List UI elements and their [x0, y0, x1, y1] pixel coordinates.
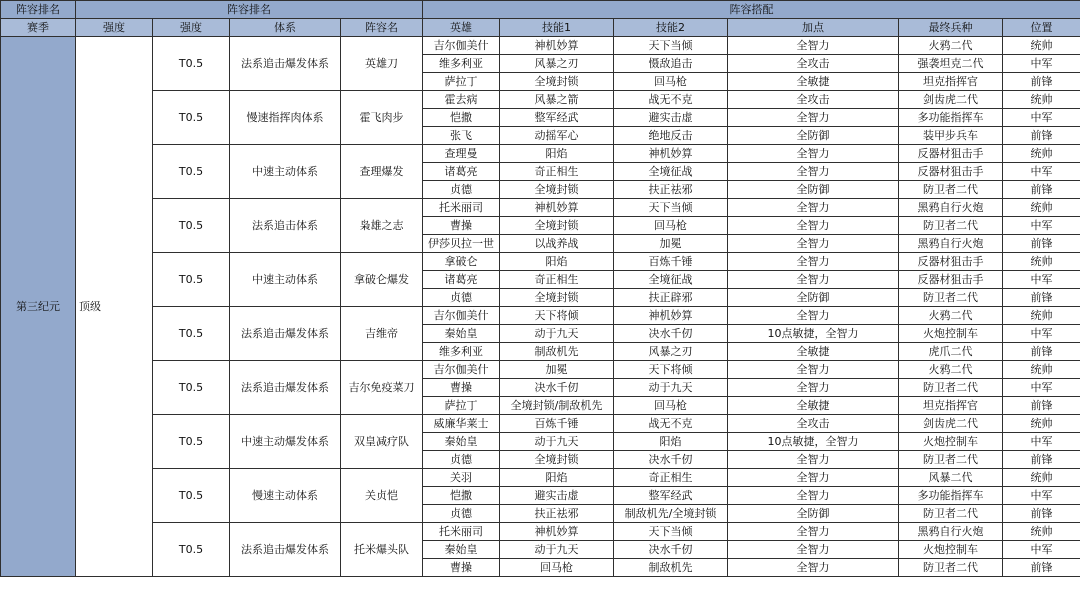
hero-skill2: 奇正相生 — [614, 469, 728, 487]
hero-skill2: 动于九天 — [614, 379, 728, 397]
hero-points: 全攻击 — [728, 415, 899, 433]
hero-position: 前锋 — [1003, 181, 1080, 199]
hero-hero: 关羽 — [423, 469, 500, 487]
hero-skill1: 动于九天 — [500, 325, 614, 343]
hero-unit: 防卫者二代 — [899, 181, 1003, 199]
hero-hero: 恺撒 — [423, 487, 500, 505]
team-name: 英雄刀 — [341, 37, 423, 91]
hero-position: 统帅 — [1003, 307, 1080, 325]
hero-points: 全敏捷 — [728, 397, 899, 415]
hero-skill2: 制敌机先/全境封锁 — [614, 505, 728, 523]
hero-unit: 坦克指挥官 — [899, 397, 1003, 415]
hero-unit: 风暴二代 — [899, 469, 1003, 487]
hero-unit: 防卫者二代 — [899, 379, 1003, 397]
hero-skill2: 回马枪 — [614, 217, 728, 235]
hero-points: 全智力 — [728, 541, 899, 559]
hero-skill2: 绝地反击 — [614, 127, 728, 145]
team-grade: T0.5 — [153, 145, 230, 199]
hero-hero: 秦始皇 — [423, 541, 500, 559]
hero-skill2: 全境征战 — [614, 163, 728, 181]
team-grade: T0.5 — [153, 307, 230, 361]
team-name: 查理爆发 — [341, 145, 423, 199]
table-row — [1, 469, 1080, 487]
hero-skill2: 慑敌追击 — [614, 55, 728, 73]
hero-unit: 反器材狙击手 — [899, 163, 1003, 181]
hero-unit: 装甲步兵车 — [899, 127, 1003, 145]
hero-points: 全防御 — [728, 181, 899, 199]
hero-position: 中军 — [1003, 379, 1080, 397]
hero-hero: 秦始皇 — [423, 433, 500, 451]
team-system: 法系追击爆发体系 — [230, 307, 341, 361]
team-system: 中速主动体系 — [230, 253, 341, 307]
hero-hero: 伊莎贝拉一世 — [423, 235, 500, 253]
team-system: 慢速主动体系 — [230, 469, 341, 523]
hero-position: 统帅 — [1003, 199, 1080, 217]
hero-points: 全智力 — [728, 217, 899, 235]
hero-points: 全智力 — [728, 145, 899, 163]
hero-unit: 火鸦二代 — [899, 37, 1003, 55]
hero-hero: 萨拉丁 — [423, 397, 500, 415]
team-system: 法系追击爆发体系 — [230, 37, 341, 91]
hero-skill2: 全境征战 — [614, 271, 728, 289]
table-row — [1, 199, 1080, 217]
hero-skill1: 神机妙算 — [500, 523, 614, 541]
hero-position: 前锋 — [1003, 127, 1080, 145]
hero-skill2: 扶正祛邪 — [614, 181, 728, 199]
hero-points: 10点敏捷，全智力 — [728, 325, 899, 343]
team-grade: T0.5 — [153, 91, 230, 145]
hero-skill2: 决水千仞 — [614, 325, 728, 343]
team-grade: T0.5 — [153, 37, 230, 91]
hero-unit: 黑鸦自行火炮 — [899, 235, 1003, 253]
hero-points: 全智力 — [728, 307, 899, 325]
hero-skill2: 决水千仞 — [614, 451, 728, 469]
hero-points: 全攻击 — [728, 91, 899, 109]
hero-hero: 张飞 — [423, 127, 500, 145]
hero-unit: 反器材狙击手 — [899, 253, 1003, 271]
hero-position: 统帅 — [1003, 253, 1080, 271]
hero-skill1: 全境封锁 — [500, 73, 614, 91]
hero-position: 中军 — [1003, 325, 1080, 343]
hero-hero: 霍去病 — [423, 91, 500, 109]
hero-skill1: 奇正相生 — [500, 163, 614, 181]
hero-position: 统帅 — [1003, 37, 1080, 55]
hero-position: 统帅 — [1003, 523, 1080, 541]
hero-position: 中军 — [1003, 271, 1080, 289]
hero-skill1: 以战养战 — [500, 235, 614, 253]
table-row — [1, 37, 1080, 55]
hero-skill1: 整军经武 — [500, 109, 614, 127]
lineup-table-body — [1, 37, 1080, 577]
hero-position: 统帅 — [1003, 469, 1080, 487]
hero-unit: 防卫者二代 — [899, 559, 1003, 577]
hero-position: 前锋 — [1003, 73, 1080, 91]
hero-position: 中军 — [1003, 55, 1080, 73]
hero-unit: 多功能指挥车 — [899, 487, 1003, 505]
team-system: 法系追击爆发体系 — [230, 361, 341, 415]
team-system: 法系追击体系 — [230, 199, 341, 253]
team-system: 法系追击爆发体系 — [230, 523, 341, 577]
hero-skill1: 风暴之箭 — [500, 91, 614, 109]
hero-hero: 曹操 — [423, 559, 500, 577]
hero-points: 全智力 — [728, 163, 899, 181]
tier-cell: 顶级 — [76, 37, 153, 577]
hero-points: 全智力 — [728, 271, 899, 289]
hero-position: 统帅 — [1003, 91, 1080, 109]
header-group-rank: 阵容排名 — [1, 1, 76, 19]
hero-skill1: 制敌机先 — [500, 343, 614, 361]
hero-position: 统帅 — [1003, 361, 1080, 379]
team-system: 中速主动爆发体系 — [230, 415, 341, 469]
hero-skill1: 神机妙算 — [500, 37, 614, 55]
table-row — [1, 253, 1080, 271]
team-grade: T0.5 — [153, 199, 230, 253]
table-row — [1, 415, 1080, 433]
hero-points: 全智力 — [728, 379, 899, 397]
hero-unit: 火炮控制车 — [899, 541, 1003, 559]
header-unit: 最终兵种 — [899, 19, 1003, 37]
hero-skill2: 回马枪 — [614, 397, 728, 415]
hero-points: 全智力 — [728, 487, 899, 505]
team-name: 吉维帝 — [341, 307, 423, 361]
header-strength: 强度 — [76, 19, 153, 37]
header-team-name: 阵容名 — [341, 19, 423, 37]
hero-skill1: 神机妙算 — [500, 199, 614, 217]
hero-unit: 剑齿虎二代 — [899, 415, 1003, 433]
hero-skill1: 风暴之刃 — [500, 55, 614, 73]
team-system: 中速主动体系 — [230, 145, 341, 199]
team-name: 双皇减疗队 — [341, 415, 423, 469]
hero-unit: 多功能指挥车 — [899, 109, 1003, 127]
hero-skill2: 天下将倾 — [614, 361, 728, 379]
table-row — [1, 145, 1080, 163]
header-group-lineup: 阵容排名 — [76, 1, 423, 19]
team-grade: T0.5 — [153, 253, 230, 307]
header-skill2: 技能2 — [614, 19, 728, 37]
hero-skill1: 全境封锁 — [500, 289, 614, 307]
hero-position: 前锋 — [1003, 235, 1080, 253]
hero-skill2: 回马枪 — [614, 73, 728, 91]
hero-position: 统帅 — [1003, 145, 1080, 163]
hero-hero: 托米丽司 — [423, 523, 500, 541]
header-season: 赛季 — [1, 19, 76, 37]
hero-unit: 坦克指挥官 — [899, 73, 1003, 91]
hero-points: 全智力 — [728, 37, 899, 55]
hero-skill2: 战无不克 — [614, 91, 728, 109]
header-group-config: 阵容搭配 — [423, 1, 1080, 19]
hero-skill1: 扶正祛邪 — [500, 505, 614, 523]
hero-position: 前锋 — [1003, 343, 1080, 361]
hero-points: 全敏捷 — [728, 343, 899, 361]
hero-hero: 拿破仑 — [423, 253, 500, 271]
hero-points: 全智力 — [728, 109, 899, 127]
header-points: 加点 — [728, 19, 899, 37]
hero-skill1: 阳焰 — [500, 253, 614, 271]
team-grade: T0.5 — [153, 361, 230, 415]
hero-skill1: 动于九天 — [500, 433, 614, 451]
hero-skill2: 神机妙算 — [614, 307, 728, 325]
hero-hero: 维多利亚 — [423, 343, 500, 361]
hero-position: 前锋 — [1003, 289, 1080, 307]
hero-unit: 防卫者二代 — [899, 505, 1003, 523]
hero-position: 中军 — [1003, 541, 1080, 559]
hero-unit: 黑鸦自行火炮 — [899, 523, 1003, 541]
hero-position: 前锋 — [1003, 397, 1080, 415]
team-grade: T0.5 — [153, 415, 230, 469]
season-cell: 第三纪元 — [1, 37, 76, 577]
hero-skill2: 加冕 — [614, 235, 728, 253]
hero-skill2: 天下当倾 — [614, 523, 728, 541]
hero-skill1: 天下将倾 — [500, 307, 614, 325]
hero-hero: 查理曼 — [423, 145, 500, 163]
team-name: 吉尔免疫菜刀 — [341, 361, 423, 415]
hero-position: 统帅 — [1003, 415, 1080, 433]
hero-skill1: 全境封锁 — [500, 217, 614, 235]
hero-skill1: 全境封锁/制敌机先 — [500, 397, 614, 415]
header-grade: 强度 — [153, 19, 230, 37]
hero-hero: 贞德 — [423, 505, 500, 523]
hero-points: 全防御 — [728, 505, 899, 523]
hero-skill1: 百炼千锤 — [500, 415, 614, 433]
hero-points: 全敏捷 — [728, 73, 899, 91]
hero-points: 全智力 — [728, 235, 899, 253]
hero-hero: 托米丽司 — [423, 199, 500, 217]
hero-points: 全智力 — [728, 559, 899, 577]
team-system: 慢速指挥肉体系 — [230, 91, 341, 145]
hero-position: 中军 — [1003, 433, 1080, 451]
hero-unit: 虎爪二代 — [899, 343, 1003, 361]
hero-skill2: 整军经武 — [614, 487, 728, 505]
hero-unit: 防卫者二代 — [899, 451, 1003, 469]
hero-hero: 诸葛亮 — [423, 271, 500, 289]
hero-hero: 吉尔伽美什 — [423, 361, 500, 379]
hero-skill1: 全境封锁 — [500, 181, 614, 199]
hero-skill2: 百炼千锤 — [614, 253, 728, 271]
hero-unit: 火鸦二代 — [899, 361, 1003, 379]
hero-position: 中军 — [1003, 163, 1080, 181]
team-name: 拿破仑爆发 — [341, 253, 423, 307]
hero-skill2: 制敌机先 — [614, 559, 728, 577]
hero-points: 全智力 — [728, 361, 899, 379]
team-name: 托米爆头队 — [341, 523, 423, 577]
hero-skill2: 决水千仞 — [614, 541, 728, 559]
hero-skill2: 扶正辟邪 — [614, 289, 728, 307]
hero-hero: 曹操 — [423, 379, 500, 397]
hero-unit: 火鸦二代 — [899, 307, 1003, 325]
hero-points: 全智力 — [728, 199, 899, 217]
header-hero: 英雄 — [423, 19, 500, 37]
hero-hero: 贞德 — [423, 451, 500, 469]
hero-skill1: 决水千仞 — [500, 379, 614, 397]
hero-skill2: 风暴之刃 — [614, 343, 728, 361]
hero-position: 前锋 — [1003, 505, 1080, 523]
hero-unit: 黑鸦自行火炮 — [899, 199, 1003, 217]
hero-hero: 诸葛亮 — [423, 163, 500, 181]
team-grade: T0.5 — [153, 523, 230, 577]
hero-position: 中军 — [1003, 487, 1080, 505]
team-name: 霍飞肉步 — [341, 91, 423, 145]
hero-unit: 反器材狙击手 — [899, 271, 1003, 289]
hero-points: 10点敏捷，全智力 — [728, 433, 899, 451]
hero-skill1: 动摇军心 — [500, 127, 614, 145]
hero-hero: 维多利亚 — [423, 55, 500, 73]
hero-hero: 贞德 — [423, 181, 500, 199]
table-row — [1, 523, 1080, 541]
hero-points: 全防御 — [728, 289, 899, 307]
hero-points: 全智力 — [728, 469, 899, 487]
table-row — [1, 361, 1080, 379]
hero-position: 前锋 — [1003, 559, 1080, 577]
hero-skill2: 天下当倾 — [614, 199, 728, 217]
hero-skill1: 阳焰 — [500, 145, 614, 163]
hero-unit: 火炮控制车 — [899, 325, 1003, 343]
hero-unit: 强袭坦克二代 — [899, 55, 1003, 73]
team-grade: T0.5 — [153, 469, 230, 523]
hero-hero: 恺撒 — [423, 109, 500, 127]
hero-points: 全智力 — [728, 451, 899, 469]
hero-skill2: 避实击虚 — [614, 109, 728, 127]
hero-position: 中军 — [1003, 109, 1080, 127]
hero-unit: 防卫者二代 — [899, 217, 1003, 235]
hero-skill1: 避实击虚 — [500, 487, 614, 505]
hero-unit: 反器材狙击手 — [899, 145, 1003, 163]
hero-position: 前锋 — [1003, 451, 1080, 469]
hero-skill1: 阳焰 — [500, 469, 614, 487]
hero-points: 全攻击 — [728, 55, 899, 73]
hero-hero: 吉尔伽美什 — [423, 307, 500, 325]
hero-points: 全智力 — [728, 253, 899, 271]
hero-skill2: 神机妙算 — [614, 145, 728, 163]
team-name: 关贞恺 — [341, 469, 423, 523]
team-name: 枭雄之志 — [341, 199, 423, 253]
hero-hero: 贞德 — [423, 289, 500, 307]
hero-skill1: 全境封锁 — [500, 451, 614, 469]
hero-points: 全防御 — [728, 127, 899, 145]
hero-hero: 萨拉丁 — [423, 73, 500, 91]
hero-position: 中军 — [1003, 217, 1080, 235]
hero-skill1: 动于九天 — [500, 541, 614, 559]
hero-points: 全智力 — [728, 523, 899, 541]
hero-skill1: 奇正相生 — [500, 271, 614, 289]
hero-skill2: 阳焰 — [614, 433, 728, 451]
hero-skill1: 回马枪 — [500, 559, 614, 577]
table-row — [1, 91, 1080, 109]
header-position: 位置 — [1003, 19, 1080, 37]
header-skill1: 技能1 — [500, 19, 614, 37]
hero-hero: 威廉华莱士 — [423, 415, 500, 433]
header-system: 体系 — [230, 19, 341, 37]
hero-unit: 火炮控制车 — [899, 433, 1003, 451]
hero-unit: 剑齿虎二代 — [899, 91, 1003, 109]
table-row — [1, 307, 1080, 325]
hero-skill1: 加冕 — [500, 361, 614, 379]
hero-unit: 防卫者二代 — [899, 289, 1003, 307]
hero-skill2: 战无不克 — [614, 415, 728, 433]
hero-skill2: 天下当倾 — [614, 37, 728, 55]
hero-hero: 秦始皇 — [423, 325, 500, 343]
hero-hero: 吉尔伽美什 — [423, 37, 500, 55]
hero-hero: 曹操 — [423, 217, 500, 235]
